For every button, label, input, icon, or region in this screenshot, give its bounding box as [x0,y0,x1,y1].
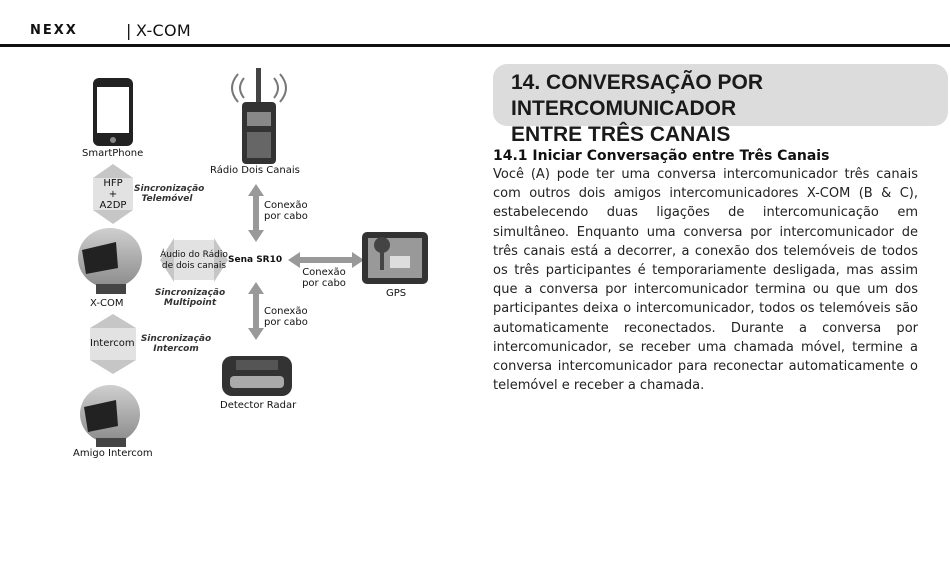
svg-text:NEXX: NEXX [30,23,78,36]
a2dp-text: A2DP [99,200,127,211]
gps-cable-line2: por cabo [302,278,346,289]
connection-diagram [60,60,470,470]
header-rule [0,44,950,47]
radio-audio-label [156,250,232,272]
radar-cable-arrow [248,282,264,340]
sync-intercom-line1: Sincronização [140,334,212,344]
radio-audio-line1: Áudio do Rádio [160,250,228,260]
body-paragraph: Você (A) pode ter uma conversa intercomunicador três canais com outros dois amigos intercomunicadores X-COM (B & C), estabelecendo duas ligações de intercomunicação em simultâneo. Enquanto uma conversa por intercomunicador de três canais está a decorrer, a conexão dos telemóveis de todos os três participantes é temporariamente desligada, mas assim que a conversa por intercomunicador termina ou que um dos participantes deixa o intercomunicador, todos os telemóveis são automaticamente reconectados. Durante a conversa por intercomunicador, se receber uma chamada móvel, termine a conversa intercomunicador para reconectar automaticamente o telemóvel e receber a chamada. [493,167,918,394]
gps-icon [362,232,428,284]
radar-cable-label [264,306,320,328]
sync-phone-label [134,184,205,204]
page-header [0,0,950,48]
helmet-icon [78,228,142,294]
friend-intercom-label: Amigo Intercom [73,448,153,459]
friend-helmet-icon [80,385,140,447]
radio-cable-label [264,200,320,222]
sync-intercom-line2: Intercom [153,344,199,354]
gps-cable-line1: Conexão [302,267,346,278]
radar-cable-line2: por cabo [264,317,308,328]
sync-phone-line1: Sincronização [134,184,205,194]
smartphone-icon [93,78,133,146]
radar-cable-line1: Conexão [264,306,308,317]
sync-multipoint-label [152,288,228,308]
radio-cable-line1: Conexão [264,200,308,211]
gps-cable-label [296,267,352,289]
header-product-name: X-COM [136,21,192,40]
hfp-a2dp-label [93,178,133,211]
radio-label: Rádio Dois Canais [210,165,300,176]
sync-phone-line2: Telemóvel [141,194,193,204]
sync-multipoint-line1: Sincronização [154,288,226,298]
radio-audio-line2: de dois canais [161,261,227,271]
radar-label: Detector Radar [220,400,297,411]
header-separator: | [126,21,132,40]
section-title-line1: 14. CONVERSAÇÃO POR INTERCOMUNICADOR [511,71,764,120]
hfp-text: HFP [103,178,123,189]
smartphone-label: SmartPhone [82,148,144,159]
intercom-box-label: Intercom [90,338,135,349]
radio-cable-line2: por cabo [264,211,308,222]
section-title-line2: ENTRE TRÊS CANAIS [511,123,731,146]
plus-text: + [108,189,118,200]
gps-cable-arrow [288,252,364,268]
gps-label: GPS [386,288,407,299]
radar-detector-icon [222,356,292,396]
xcom-label: X-COM [90,298,124,309]
sync-intercom-label [138,334,214,354]
nexx-logo [30,22,122,36]
sena-sr10-label: Sena SR10 [228,255,283,265]
radio-cable-arrow [248,184,264,242]
section-title [511,70,931,148]
radio-icon [232,68,286,164]
sync-multipoint-line2: Multipoint [163,298,217,308]
subsection-heading: 14.1 Iniciar Conversação entre Três Canais [493,148,830,164]
